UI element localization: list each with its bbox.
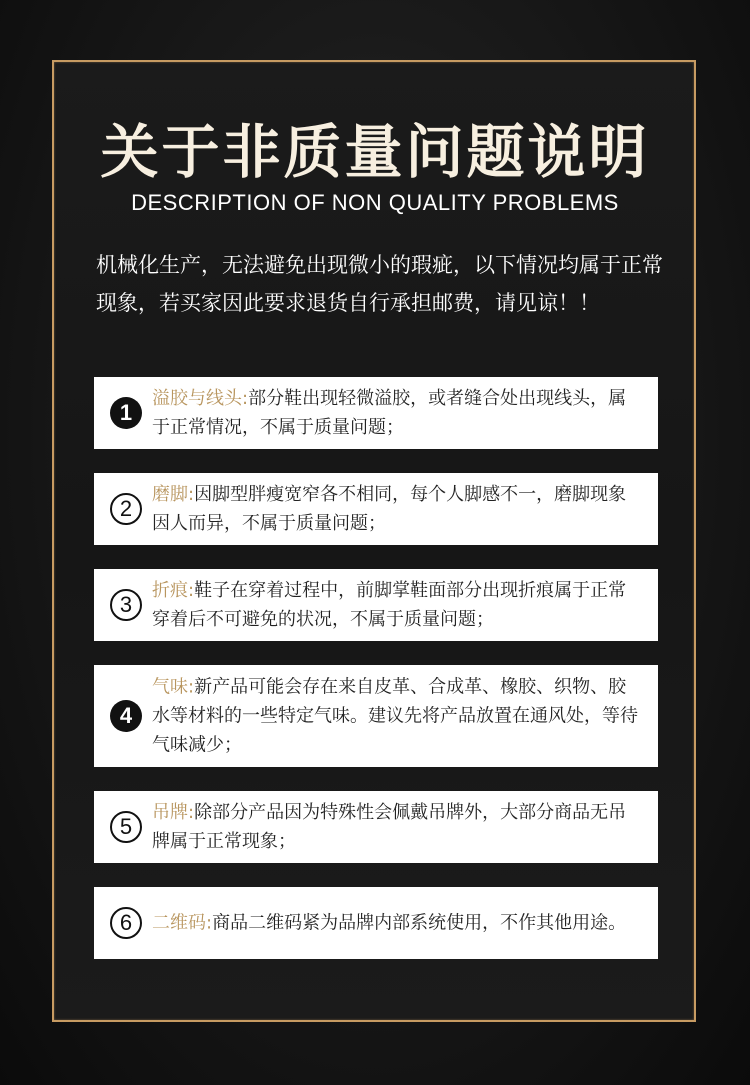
notice-text bbox=[152, 673, 640, 760]
number-badge: 3 bbox=[110, 589, 142, 621]
notice-body: 新产品可能会存在来自皮革、合成革、橡胶、织物、胶水等材料的一些特定气味。建议先将产品放置在通风处，等待气味减少； bbox=[152, 676, 638, 756]
notice-body: 鞋子在穿着过程中，前脚掌鞋面部分出现折痕属于正常穿着后不可避免的状况，不属于质量问题； bbox=[152, 580, 627, 630]
notice-card-odor bbox=[94, 665, 658, 767]
notice-label: 溢胶与线头: bbox=[152, 388, 249, 409]
notice-body: 商品二维码紧为品牌内部系统使用，不作其他用途。 bbox=[212, 912, 627, 934]
page-title: 关于非质量问题说明 bbox=[100, 118, 650, 186]
notice-text bbox=[152, 384, 640, 442]
notice-text bbox=[152, 798, 640, 856]
number-badge: 1 bbox=[110, 397, 142, 429]
notice-label: 二维码: bbox=[152, 912, 213, 934]
notice-text bbox=[152, 480, 640, 538]
notice-body: 因脚型胖瘦宽窄各不相同，每个人脚感不一，磨脚现象因人而异，不属于质量问题； bbox=[152, 484, 627, 534]
notice-label: 磨脚: bbox=[152, 484, 195, 505]
notice-text bbox=[152, 576, 640, 634]
notice-text bbox=[152, 909, 640, 938]
notice-card-tag bbox=[94, 791, 658, 863]
notice-body: 除部分产品因为特殊性会佩戴吊牌外，大部分商品无吊牌属于正常现象； bbox=[152, 802, 627, 852]
notice-card-qr-code bbox=[94, 887, 658, 959]
number-badge: 2 bbox=[110, 493, 142, 525]
notice-label: 气味: bbox=[152, 676, 195, 698]
notice-card-creases bbox=[94, 569, 658, 641]
notice-body: 部分鞋出现轻微溢胶，或者缝合处出现线头，属于正常情况，不属于质量问题； bbox=[152, 388, 627, 438]
intro-paragraph: 机械化生产，无法避免出现微小的瑕疵，以下情况均属于正常现象，若买家因此要求退货自行承担邮费，请见谅！！ bbox=[96, 253, 663, 315]
notice-label: 吊牌: bbox=[152, 802, 195, 823]
number-badge: 4 bbox=[110, 700, 142, 732]
number-badge: 5 bbox=[110, 811, 142, 843]
notice-card-glue-thread bbox=[94, 377, 658, 449]
page-subtitle: DESCRIPTION OF NON QUALITY PROBLEMS bbox=[131, 190, 619, 215]
notice-label: 折痕: bbox=[152, 580, 195, 601]
notice-card-foot-rubbing bbox=[94, 473, 658, 545]
number-badge: 6 bbox=[110, 907, 142, 939]
